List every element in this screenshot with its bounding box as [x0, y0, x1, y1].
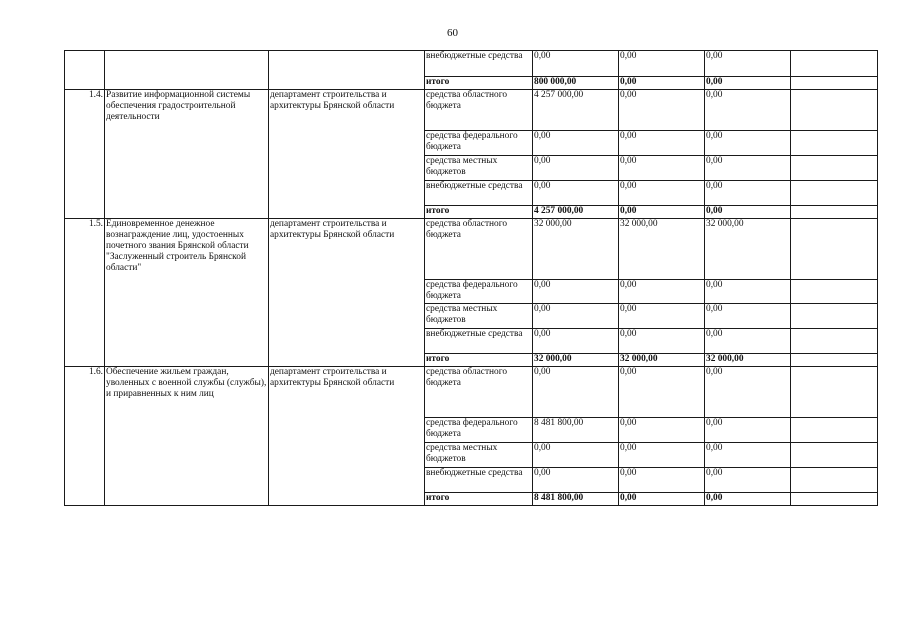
value-cell: 0,00 [619, 443, 705, 468]
value-cell: 0,00 [705, 90, 791, 131]
value-cell: 32 000,00 [533, 219, 619, 280]
executor-cell: департамент строительства и архитектуры Брянской области [269, 90, 425, 219]
funding-source-cell: средства федерального бюджета [425, 131, 533, 156]
funding-source-cell: средства федерального бюджета [425, 418, 533, 443]
value-cell: 0,00 [533, 304, 619, 329]
funding-source-cell: средства местных бюджетов [425, 443, 533, 468]
value-cell: 32 000,00 [619, 219, 705, 280]
value-cell: 0,00 [705, 304, 791, 329]
total-value-cell: 0,00 [619, 206, 705, 219]
value-cell: 0,00 [619, 418, 705, 443]
total-value-cell: 32 000,00 [705, 354, 791, 367]
item-name-cell [105, 51, 269, 90]
value-cell [791, 90, 878, 131]
total-value-cell [791, 493, 878, 506]
total-value-cell: 800 000,00 [533, 77, 619, 90]
value-cell: 0,00 [619, 468, 705, 493]
item-number-cell: 1.4. [65, 90, 105, 219]
item-name-cell: Развитие информационной системы обеспечения градостроительной деятельности [105, 90, 269, 219]
total-value-cell: 0,00 [705, 493, 791, 506]
total-value-cell: 0,00 [619, 77, 705, 90]
value-cell: 0,00 [533, 181, 619, 206]
value-cell: 0,00 [705, 156, 791, 181]
value-cell: 0,00 [619, 304, 705, 329]
total-value-cell: 8 481 800,00 [533, 493, 619, 506]
value-cell: 0,00 [705, 131, 791, 156]
value-cell: 0,00 [533, 443, 619, 468]
table-row [65, 367, 878, 418]
executor-cell [269, 51, 425, 90]
executor-cell: департамент строительства и архитектуры Брянской области [269, 367, 425, 506]
value-cell [791, 468, 878, 493]
item-number-cell [65, 51, 105, 90]
total-label-cell: итого [425, 354, 533, 367]
total-label-cell: итого [425, 493, 533, 506]
funding-source-cell: средства областного бюджета [425, 90, 533, 131]
value-cell: 0,00 [705, 443, 791, 468]
total-value-cell: 0,00 [705, 77, 791, 90]
value-cell: 0,00 [619, 329, 705, 354]
value-cell: 0,00 [533, 468, 619, 493]
funding-source-cell: внебюджетные средства [425, 181, 533, 206]
funding-source-cell: средства федерального бюджета [425, 280, 533, 304]
total-value-cell: 0,00 [705, 206, 791, 219]
value-cell: 0,00 [705, 468, 791, 493]
funding-source-cell: внебюджетные средства [425, 329, 533, 354]
value-cell: 0,00 [533, 131, 619, 156]
total-value-cell: 0,00 [619, 493, 705, 506]
value-cell: 0,00 [705, 280, 791, 304]
table-row [65, 90, 878, 131]
value-cell: 0,00 [619, 280, 705, 304]
value-cell: 32 000,00 [705, 219, 791, 280]
total-value-cell: 32 000,00 [619, 354, 705, 367]
value-cell: 0,00 [533, 51, 619, 77]
total-label-cell: итого [425, 206, 533, 219]
value-cell: 0,00 [533, 329, 619, 354]
total-value-cell [791, 354, 878, 367]
item-number-cell: 1.6. [65, 367, 105, 506]
funding-source-cell: внебюджетные средства [425, 51, 533, 77]
funding-source-cell: средства местных бюджетов [425, 304, 533, 329]
executor-cell: департамент строительства и архитектуры Брянской области [269, 219, 425, 367]
value-cell: 0,00 [533, 280, 619, 304]
value-cell [791, 181, 878, 206]
value-cell: 0,00 [619, 181, 705, 206]
value-cell: 0,00 [533, 367, 619, 418]
value-cell [791, 156, 878, 181]
total-value-cell: 32 000,00 [533, 354, 619, 367]
value-cell [791, 280, 878, 304]
value-cell: 0,00 [705, 181, 791, 206]
table-row [65, 51, 878, 77]
total-value-cell [791, 206, 878, 219]
value-cell: 0,00 [705, 51, 791, 77]
page-number: 60 [447, 27, 458, 39]
value-cell: 0,00 [619, 367, 705, 418]
item-number-cell: 1.5. [65, 219, 105, 367]
value-cell [791, 131, 878, 156]
value-cell [791, 329, 878, 354]
item-name-cell: Единовременное денежное вознаграждение лиц, удостоенных почетного звания Брянской области "Заслуженный строитель Брянской области" [105, 219, 269, 367]
value-cell: 4 257 000,00 [533, 90, 619, 131]
value-cell [791, 443, 878, 468]
value-cell: 0,00 [619, 90, 705, 131]
value-cell: 0,00 [705, 329, 791, 354]
total-value-cell: 4 257 000,00 [533, 206, 619, 219]
value-cell: 0,00 [619, 131, 705, 156]
value-cell: 0,00 [705, 367, 791, 418]
value-cell: 0,00 [619, 156, 705, 181]
table-row [65, 219, 878, 280]
value-cell [791, 51, 878, 77]
funding-source-cell: внебюджетные средства [425, 468, 533, 493]
value-cell [791, 367, 878, 418]
total-label-cell: итого [425, 77, 533, 90]
value-cell [791, 418, 878, 443]
budget-table [64, 50, 878, 506]
value-cell [791, 219, 878, 280]
total-value-cell [791, 77, 878, 90]
value-cell: 8 481 800,00 [533, 418, 619, 443]
value-cell [791, 304, 878, 329]
funding-source-cell: средства областного бюджета [425, 219, 533, 280]
value-cell: 0,00 [533, 156, 619, 181]
item-name-cell: Обеспечение жильем граждан, уволенных с военной службы (службы), и приравненных к ним лиц [105, 367, 269, 506]
value-cell: 0,00 [619, 51, 705, 77]
funding-source-cell: средства местных бюджетов [425, 156, 533, 181]
funding-source-cell: средства областного бюджета [425, 367, 533, 418]
value-cell: 0,00 [705, 418, 791, 443]
